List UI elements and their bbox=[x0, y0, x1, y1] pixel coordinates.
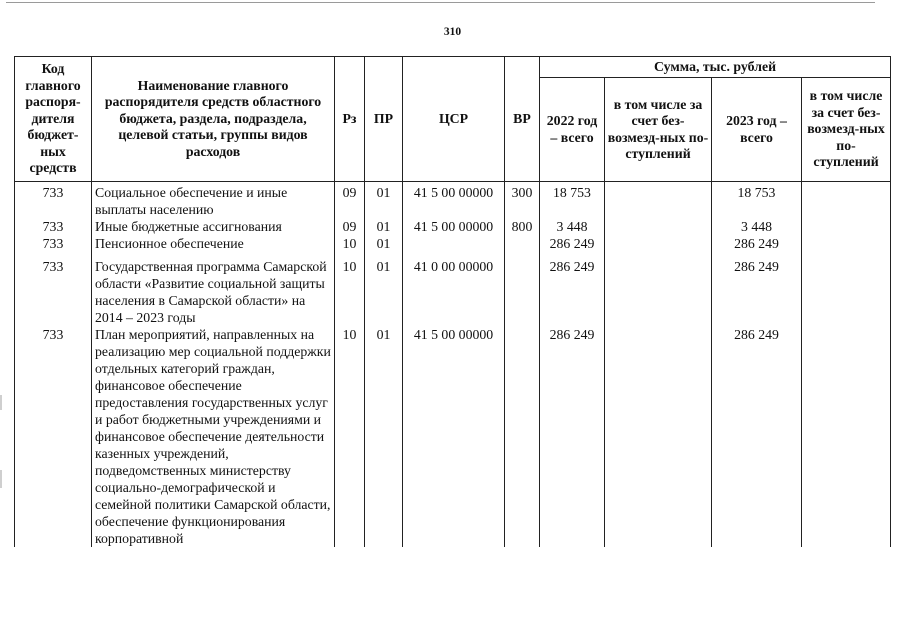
header-csr: ЦСР bbox=[403, 57, 505, 182]
header-rz: Рз bbox=[335, 57, 365, 182]
cell-vr bbox=[505, 326, 540, 547]
table-row bbox=[15, 182, 891, 219]
cell-rz: 09 bbox=[335, 182, 365, 219]
cell-code: 733 bbox=[15, 258, 92, 326]
table-row bbox=[15, 326, 891, 547]
cell-2023-free bbox=[802, 326, 891, 547]
cell-2023-free bbox=[802, 258, 891, 326]
cell-name: Пенсионное обеспечение bbox=[92, 235, 335, 258]
cell-2023-total: 18 753 bbox=[712, 182, 802, 219]
cell-vr: 800 bbox=[505, 218, 540, 235]
cell-2023-total: 3 448 bbox=[712, 218, 802, 235]
header-pr: ПР bbox=[365, 57, 403, 182]
table-row bbox=[15, 235, 891, 258]
cell-vr: 300 bbox=[505, 182, 540, 219]
cell-2022-total: 286 249 bbox=[540, 235, 605, 258]
header-name: Наименование главного распорядителя средств областного бюджета, раздела, подраздела, целевой статьи, группы видов расходов bbox=[92, 57, 335, 182]
cell-rz: 10 bbox=[335, 235, 365, 258]
header-vr: ВР bbox=[505, 57, 540, 182]
cell-csr: 41 5 00 00000 bbox=[403, 218, 505, 235]
cell-csr: 41 5 00 00000 bbox=[403, 326, 505, 547]
cell-2023-total: 286 249 bbox=[712, 235, 802, 258]
top-rule bbox=[6, 2, 875, 3]
header-sum: Сумма, тыс. рублей bbox=[540, 57, 891, 78]
cell-code: 733 bbox=[15, 326, 92, 547]
cell-code: 733 bbox=[15, 218, 92, 235]
cell-2022-total: 3 448 bbox=[540, 218, 605, 235]
header-2023-total: 2023 год – всего bbox=[712, 78, 802, 182]
cell-2023-free bbox=[802, 182, 891, 219]
cell-pr: 01 bbox=[365, 326, 403, 547]
cell-2022-total: 286 249 bbox=[540, 326, 605, 547]
cell-name: Социальное обеспечение и иные выплаты населению bbox=[92, 182, 335, 219]
cell-2022-free bbox=[605, 326, 712, 547]
cell-csr: 41 0 00 00000 bbox=[403, 258, 505, 326]
header-2023-free: в том числе за счет без-возмезд-ных по-ступлений bbox=[802, 78, 891, 182]
cell-rz: 10 bbox=[335, 326, 365, 547]
cell-2022-total: 18 753 bbox=[540, 182, 605, 219]
cell-2023-total: 286 249 bbox=[712, 326, 802, 547]
cell-2023-free bbox=[802, 218, 891, 235]
cell-code: 733 bbox=[15, 235, 92, 258]
cell-code: 733 bbox=[15, 182, 92, 219]
cell-name: План мероприятий, направленных на реализацию мер социальной поддержки отдельных категорий граждан, финансовое обеспечение предоставления государственных услуг и работ бюджетными учреждениями и финансовое обеспечение деятельности казенных учреждений, подведомственных министерству социально-демографической и семейной политики Самарской области, обеспечение функционирования корпоративной bbox=[92, 326, 335, 547]
cell-vr bbox=[505, 235, 540, 258]
cell-2023-total: 286 249 bbox=[712, 258, 802, 326]
cell-pr: 01 bbox=[365, 182, 403, 219]
table-row bbox=[15, 218, 891, 235]
cell-csr: 41 5 00 00000 bbox=[403, 182, 505, 219]
cell-vr bbox=[505, 258, 540, 326]
cell-rz: 09 bbox=[335, 218, 365, 235]
budget-table bbox=[14, 56, 891, 547]
cell-pr: 01 bbox=[365, 258, 403, 326]
cell-pr: 01 bbox=[365, 235, 403, 258]
cell-2022-free bbox=[605, 218, 712, 235]
cell-2022-free bbox=[605, 235, 712, 258]
cell-rz: 10 bbox=[335, 258, 365, 326]
table-row bbox=[15, 258, 891, 326]
cell-2022-free bbox=[605, 258, 712, 326]
header-code: Код главного распоря-дителя бюджет-ных средств bbox=[15, 57, 92, 182]
cell-name: Государственная программа Самарской области «Развитие социальной защиты населения в Самарской области» на 2014 – 2023 годы bbox=[92, 258, 335, 326]
cell-name: Иные бюджетные ассигнования bbox=[92, 218, 335, 235]
cell-2022-free bbox=[605, 182, 712, 219]
page-number: 310 bbox=[443, 26, 462, 38]
cell-2023-free bbox=[802, 235, 891, 258]
scan-margin-mark bbox=[0, 395, 2, 410]
header-2022-free: в том числе за счет без-возмезд-ных по-ступлений bbox=[605, 78, 712, 182]
cell-2022-total: 286 249 bbox=[540, 258, 605, 326]
cell-csr bbox=[403, 235, 505, 258]
cell-pr: 01 bbox=[365, 218, 403, 235]
scan-margin-mark bbox=[0, 470, 2, 488]
header-2022-total: 2022 год – всего bbox=[540, 78, 605, 182]
